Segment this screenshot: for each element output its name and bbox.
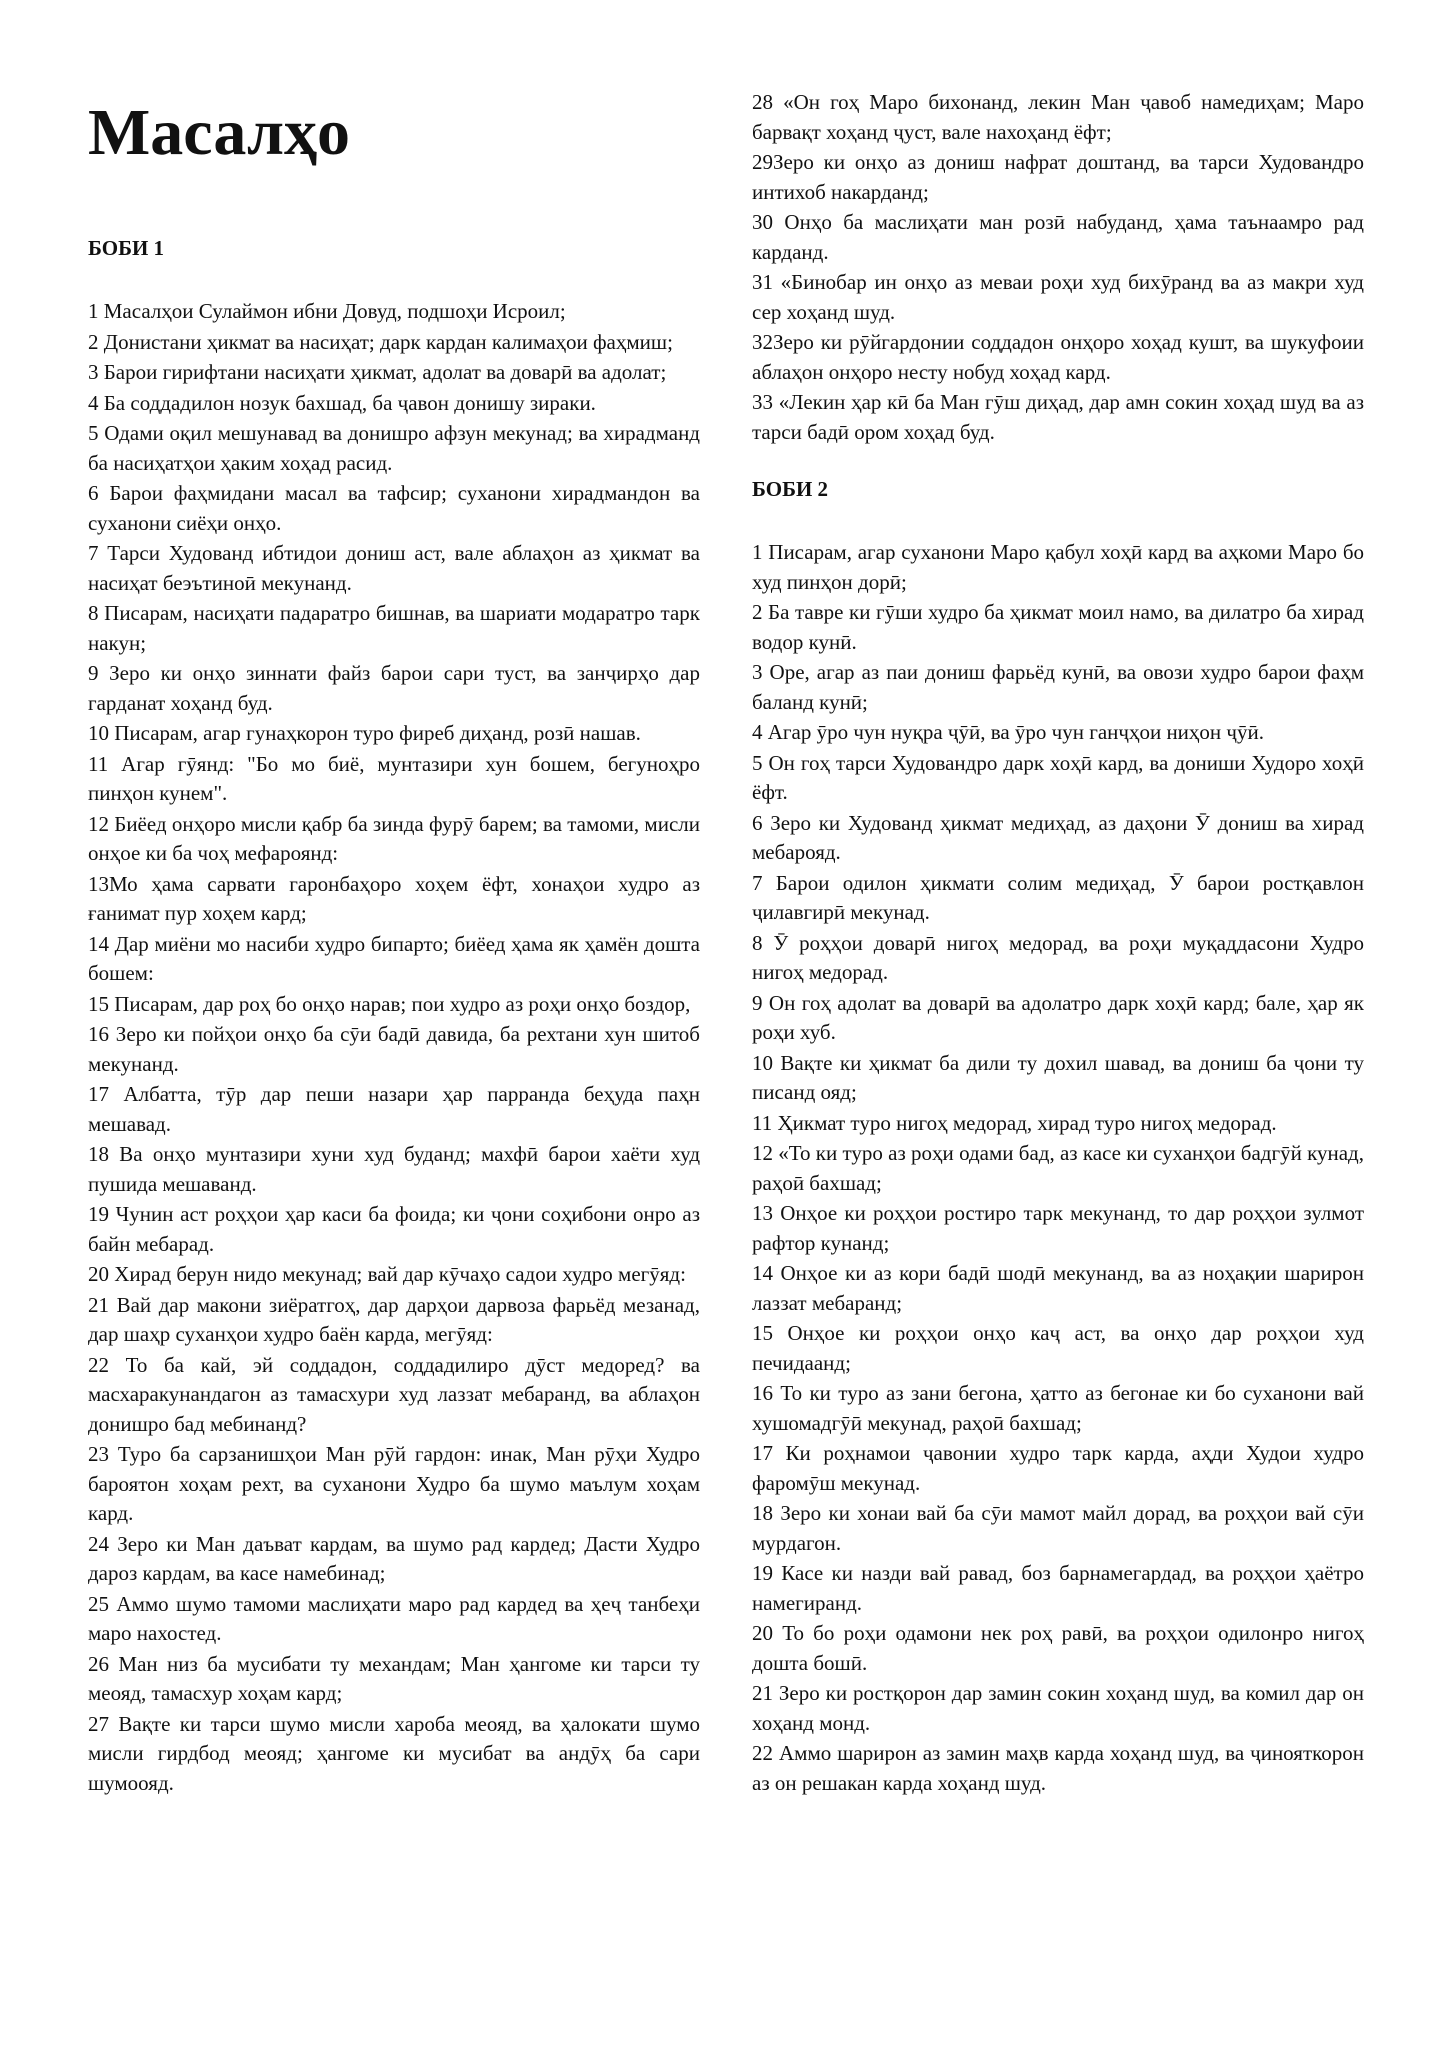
right-column: [752, 88, 1364, 1799]
verse: 11 Ҳикмат туро нигоҳ медорад, хирад туро нигоҳ медорад.: [752, 1110, 1277, 1135]
verse: 9 Он гоҳ адолат ва доварӣ ва адолатро дарк хоҳӣ кард; бале, ҳар як роҳи хуб.: [752, 990, 1364, 1045]
verse: 16 Зеро ки пойҳои онҳо ба сӯи бадӣ давида, ба рехтани хун шитоб мекунанд.: [88, 1022, 700, 1076]
verse: 15 Онҳое ки роҳҳои онҳо каҷ аст, ва онҳо дар роҳҳои худ печидаанд;: [752, 1321, 1364, 1375]
verse: 12 Биёед онҳоро мисли қабр ба зинда фурӯ барем; ва тамоми, мисли онҳое ки ба чоҳ мефароянд:: [88, 811, 700, 866]
verse: 3 Барои гирифтани насиҳати ҳикмат, адолат ва доварӣ ва адолат;: [88, 360, 667, 385]
chapter-2-verses: [752, 538, 1364, 1798]
verse: 33 «Лекин ҳар кӣ ба Ман гӯш диҳад, дар амн сокин хоҳад шуд ва аз тарси бадӣ ором хоҳад буд.: [752, 390, 1364, 444]
verse: 23 Туро ба сарзанишҳои Ман рӯй гардон: инак, Ман рӯҳи Худро бароятон хоҳам рехт, ва суханони Худро ба шумо маълум хоҳам кард.: [88, 1442, 700, 1526]
verse: 4 Ба соддадилон нозук бахшад, ба ҷавон донишу зираки.: [88, 390, 596, 415]
verse: 32Зеро ки рӯйгардонии соддадон онҳоро хоҳад кушт, ва шукуфоии аблаҳон онҳоро несту нобуд хоҳад кард.: [752, 330, 1364, 384]
chapter-1-verses-left: [88, 297, 700, 1798]
verse: 1 Масалҳои Сулаймон ибни Довуд, подшоҳи Исроил;: [88, 299, 566, 324]
verse: 15 Писарам, дар роҳ бо онҳо нарав; пои худро аз роҳи онҳо боздор,: [88, 991, 691, 1016]
verse: 27 Вақте ки тарси шумо мисли хароба меояд, ва ҳалокати шумо мисли гирдбод меояд; ҳангоме ки мусибат ва андӯҳ ба сари шумоояд.: [88, 1711, 700, 1795]
verse: 5 Одами оқил мешунавад ва донишро афзун мекунад; ва хирадманд ба насиҳатҳои ҳаким хоҳад расид.: [88, 421, 700, 475]
verse: 21 Зеро ки ростқорон дар замин сокин хоҳанд шуд, ва комил дар он хоҳанд монд.: [752, 1681, 1364, 1735]
verse: 9 Зеро ки онҳо зиннати файз барои сари туст, ва занҷирҳо дар гарданат хоҳанд буд.: [88, 661, 700, 715]
chapter-1-verses-right: [752, 88, 1364, 447]
verse: 2 Ба тавре ки гӯши худро ба ҳикмат моил намо, ва дилатро ба хирад водор кунӣ.: [752, 600, 1364, 654]
chapter-1-heading: БОБИ 1: [88, 236, 165, 260]
verse: 16 То ки туро аз зани бегона, ҳатто аз бегонае ки бо суханони вай хушомадгӯӣ мекунад, раҳоӣ бахшад;: [752, 1381, 1364, 1435]
verse: 14 Дар миёни мо насиби худро бипарто; биёед ҳама як ҳамён дошта бошем:: [88, 931, 700, 986]
verse: 1 Писарам, агар суханони Маро қабул хоҳӣ кард ва аҳкоми Маро бо худ пинҳон дорӣ;: [752, 540, 1364, 594]
document-title: Масалҳо: [88, 96, 351, 169]
verse: 5 Он гоҳ тарси Худовандро дарк хоҳӣ кард, ва дониши Худоро хоҳӣ ёфт.: [752, 750, 1364, 805]
verse: 2 Донистани ҳикмат ва насиҳат; дарк кардан калимаҳои фаҳмиш;: [88, 329, 673, 354]
verse: 29Зеро ки онҳо аз дониш нафрат доштанд, ва тарси Худовандро интихоб накарданд;: [752, 150, 1364, 204]
verse: 26 Ман низ ба мусибати ту механдам; Ман ҳангоме ки тарси ту меояд, тамасхур хоҳам кард;: [88, 1651, 700, 1706]
chapter-2-heading: БОБИ 2: [752, 477, 829, 501]
verse: 14 Онҳое ки аз кори бадӣ шодӣ мекунанд, ва аз ноҳақии шарирон лаззат мебаранд;: [752, 1261, 1364, 1315]
verse: 17 Албатта, тӯр дар пеши назари ҳар парранда беҳуда паҳн мешавад.: [88, 1082, 700, 1136]
verse: 8 Писарам, насиҳати падаратро бишнав, ва шариати модаратро тарк накун;: [88, 601, 700, 655]
verse: 10 Вақте ки ҳикмат ба дили ту дохил шавад, ва дониш ба ҷони ту писанд ояд;: [752, 1050, 1364, 1105]
verse: 7 Барои одилон ҳикмати солим медиҳад, Ӯ барои ростқавлон ҷилавгирӣ мекунад.: [752, 870, 1364, 925]
verse: 3 Оре, агар аз паи дониш фарьёд кунӣ, ва овози худро барои фаҳм баланд кунӣ;: [752, 660, 1364, 714]
verse: 13Мо ҳама сарвати гаронбаҳоро хоҳем ёфт, хонаҳои худро аз ғанимат пур хоҳем кард;: [88, 871, 700, 926]
verse: 18 Ва онҳо мунтазири хуни худ буданд; махфӣ барои хаёти худ пушида мешаванд.: [88, 1142, 700, 1196]
verse: 17 Ки роҳнамои ҷавонии худро тарк карда, аҳди Худои худро фаромӯш мекунад.: [752, 1441, 1364, 1495]
left-column: [88, 96, 700, 1799]
verse: 12 «То ки туро аз роҳи одами бад, аз касе ки суханҳои бадгӯй кунад, раҳоӣ бахшад;: [752, 1141, 1364, 1195]
verse: 18 Зеро ки хонаи вай ба сӯи мамот майл дорад, ва роҳҳои вай сӯи мурдагон.: [752, 1501, 1364, 1555]
verse: 20 То бо роҳи одамони нек роҳ равӣ, ва роҳҳои одилонро нигоҳ дошта бошӣ.: [752, 1621, 1364, 1675]
verse: 21 Вай дар макони зиёратгоҳ, дар дарҳои дарвоза фарьёд мезанад, дар шаҳр суханҳои худро баён карда, мегӯяд:: [88, 1292, 700, 1347]
verse: 8 Ӯ роҳҳои доварӣ нигоҳ медорад, ва роҳи муқаддасони Худро нигоҳ медорад.: [752, 930, 1364, 985]
verse: 20 Хирад берун нидо мекунад; вай дар кӯчаҳо садои худро мегӯяд:: [88, 1262, 686, 1287]
verse: 30 Онҳо ба маслиҳати ман розӣ набуданд, ҳама таънаамро рад карданд.: [752, 210, 1364, 264]
verse: 22 Аммо шарирон аз замин маҳв карда хоҳанд шуд, ва ҷинояткорон аз он решакан карда хоҳанд шуд.: [752, 1741, 1364, 1795]
verse: 13 Онҳое ки роҳҳои ростиро тарк мекунанд, то дар роҳҳои зулмот рафтор кунанд;: [752, 1201, 1364, 1255]
verse: 4 Агар ӯро чун нуқра ҷӯӣ, ва ӯро чун ганҷҳои ниҳон ҷӯӣ.: [752, 720, 1264, 745]
verse: 7 Тарси Худованд ибтидои дониш аст, вале аблаҳон аз ҳикмат ва насиҳат беэътиноӣ мекунанд.: [88, 541, 700, 595]
verse: 19 Чунин аст роҳҳои ҳар каси ба фоида; ки ҷони соҳибони онро аз байн мебарад.: [88, 1202, 700, 1256]
verse: 28 «Он гоҳ Маро бихонанд, лекин Ман ҷавоб намедиҳам; Маро барвақт хоҳанд ҷуст, вале нахоҳанд ёфт;: [752, 90, 1364, 144]
verse: 11 Агар гӯянд: "Бо мо биё, мунтазири хун бошем, бегуноҳро пинҳон кунем".: [88, 751, 700, 806]
verse: 22 То ба кай, эй соддадон, соддадилиро дӯст медоред? ва масхаракунандагон аз тамасхури худ лаззат мебаранд, ва аблаҳон донишро бад мебинанд?: [88, 1352, 700, 1436]
verse: 25 Аммо шумо тамоми маслиҳати маро рад кардед ва ҳеҷ танбеҳи маро нахостед.: [88, 1591, 700, 1646]
verse: 19 Касе ки назди вай равад, боз барнамегардад, ва роҳҳои ҳаётро намегиранд.: [752, 1561, 1364, 1615]
verse: 6 Барои фаҳмидани масал ва тафсир; суханони хирадмандон ва суханони сиёҳи онҳо.: [88, 481, 700, 535]
verse: 24 Зеро ки Ман даъват кардам, ва шумо рад кардед; Дасти Худро дароз кардам, ва касе намебинад;: [88, 1531, 700, 1586]
verse: 10 Писарам, агар гунаҳкорон туро фиреб диҳанд, розӣ нашав.: [88, 721, 641, 746]
verse: 6 Зеро ки Худованд ҳикмат медиҳад, аз даҳони Ӯ дониш ва хирад мебарояд.: [752, 810, 1364, 865]
verse: 31 «Бинобар ин онҳо аз меваи роҳи худ бихӯранд ва аз макри худ сер хоҳанд шуд.: [752, 270, 1364, 324]
